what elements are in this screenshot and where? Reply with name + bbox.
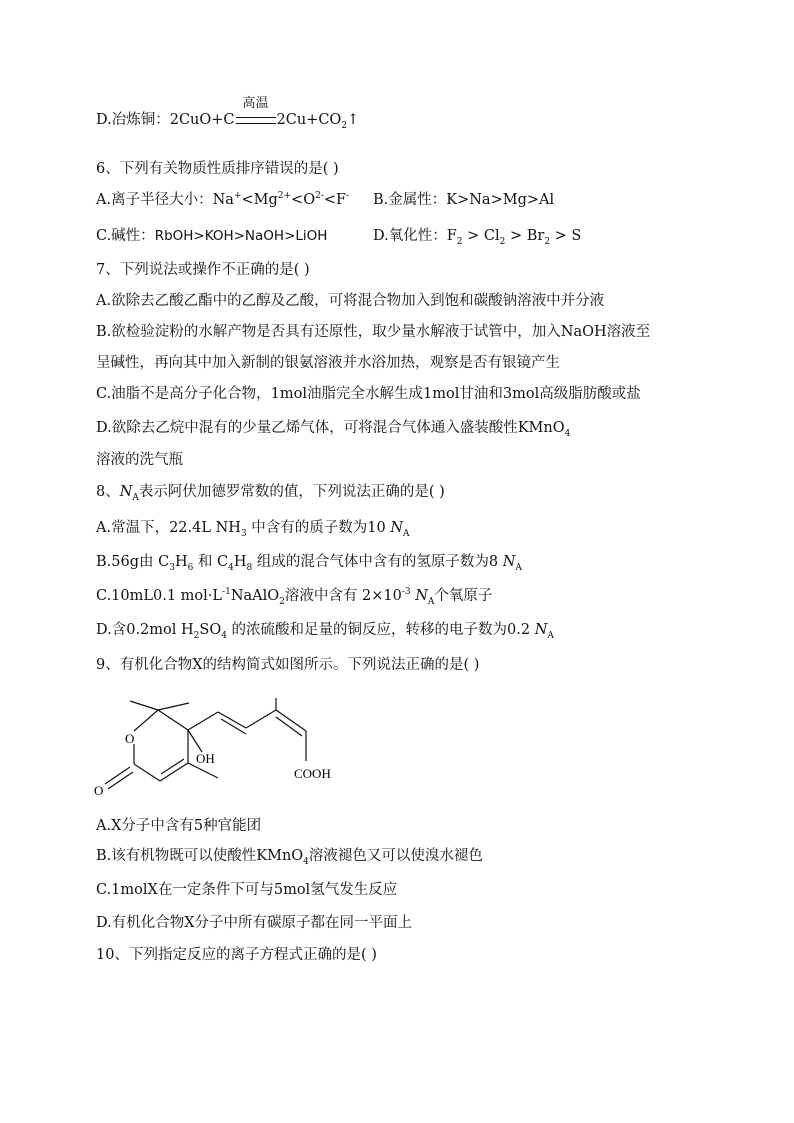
q7-option-b-line2: 呈碱性，再向其中加入新制的银氨溶液并水浴加热，观察是否有银镜产生 xyxy=(96,355,560,371)
carboxyl-label: COOH xyxy=(294,766,331,781)
q5-d-right: 2Cu+CO xyxy=(276,112,342,128)
q8-option-b: B.56g由 $C_3H_6$ 和 $C_4H_8$ 组成的混合气体中含有的氢原子数为8 $N_A$ xyxy=(96,554,522,573)
q9-stem: 9、有机化合物X的结构简式如图所示。下列说法正确的是( ) xyxy=(96,657,480,673)
q6-a-formula: $Na^+<Mg^{2+}<O^{2-}<F^-$ xyxy=(212,191,350,208)
subscript: 2 xyxy=(341,120,348,131)
q7-stem: 7、下列说法或操作不正确的是( ) xyxy=(96,262,310,278)
q6-option-b: B.金属性：K>Na>Mg>Al xyxy=(373,192,555,208)
q9-option-b: B.该有机物既可以使酸性KMnO$_4$溶液褪色又可以使溴水褪色 xyxy=(96,848,483,867)
q8-option-c: C.10mL0.1 $mol\cdot L^{-1}NaAlO_2$溶液中含有 $2\times 10^{-3}$ $N_A$个氧原子 xyxy=(96,587,493,607)
structure-bonds xyxy=(105,698,306,789)
carbonyl-oxygen-label: O xyxy=(94,783,104,798)
q8-stem: 8、$N_A$表示阿伏加德罗常数的值，下列说法正确的是( ) xyxy=(96,484,445,503)
q6-c-formula: RbOH>KOH>NaOH>LiOH xyxy=(154,228,328,244)
hydroxyl-label: OH xyxy=(196,751,215,766)
reaction-condition xyxy=(235,96,277,130)
q8-option-a: A.常温下，22.4L $NH_3$ 中含有的质子数为10 $N_A$ xyxy=(96,520,410,539)
q6-option-d: D.氧化性：$F_2 > Cl_2 > Br_2 > S$ xyxy=(373,228,582,247)
q8-option-d: D.含0.2mol $H_2SO_4$ 的浓硫酸和足量的铜反应，转移的电子数为0.2 $N_A$ xyxy=(96,622,554,641)
structure-diagram xyxy=(94,698,394,808)
q7-option-d-line1: D.欲除去乙烷中混有的少量乙烯气体，可将混合气体通入盛装酸性KMnO$_4$ xyxy=(96,420,571,439)
q9-option-a: A.X分子中含有5种官能团 xyxy=(96,818,262,834)
q7-option-a: A.欲除去乙酸乙酯中的乙醇及乙酸，可将混合物加入到饱和碳酸钠溶液中并分液 xyxy=(96,293,605,309)
q9-option-d: D.有机化合物X分子中所有碳原子都在同一平面上 xyxy=(96,915,413,931)
condition-label: 高温 xyxy=(242,96,269,111)
q7-option-c: C.油脂不是高分子化合物，1mol油脂完全水解生成1mol甘油和3mol高级脂肪酸或盐 xyxy=(96,386,641,402)
q7-option-b-line1: B.欲检验淀粉的水解产物是否具有还原性，取少量水解液于试管中，加入NaOH溶液至 xyxy=(96,324,651,340)
q5-d-left: 2CuO+C xyxy=(169,112,235,128)
q7-option-d-line2: 溶液的洗气瓶 xyxy=(96,452,183,468)
q6-a-label: A.离子半径大小： xyxy=(96,192,213,208)
q6-c-label: C.碱性： xyxy=(96,228,155,244)
ring-oxygen-label: O xyxy=(125,731,135,746)
q10-stem: 10、下列指定反应的离子方程式正确的是( ) xyxy=(96,947,377,963)
q6-stem: 6、下列有关物质性质排序错误的是( ) xyxy=(96,161,339,177)
q6-row-cd xyxy=(96,226,582,247)
q5-d-prefix: D.冶炼铜： xyxy=(96,112,170,128)
equals-sign xyxy=(236,117,276,124)
q6-row-ab xyxy=(96,190,555,210)
q5-option-d xyxy=(96,96,360,131)
q9-option-c: C.1molX在一定条件下可与5mol氢气发生反应 xyxy=(96,882,398,898)
gas-arrow-icon: ↑ xyxy=(347,112,360,128)
